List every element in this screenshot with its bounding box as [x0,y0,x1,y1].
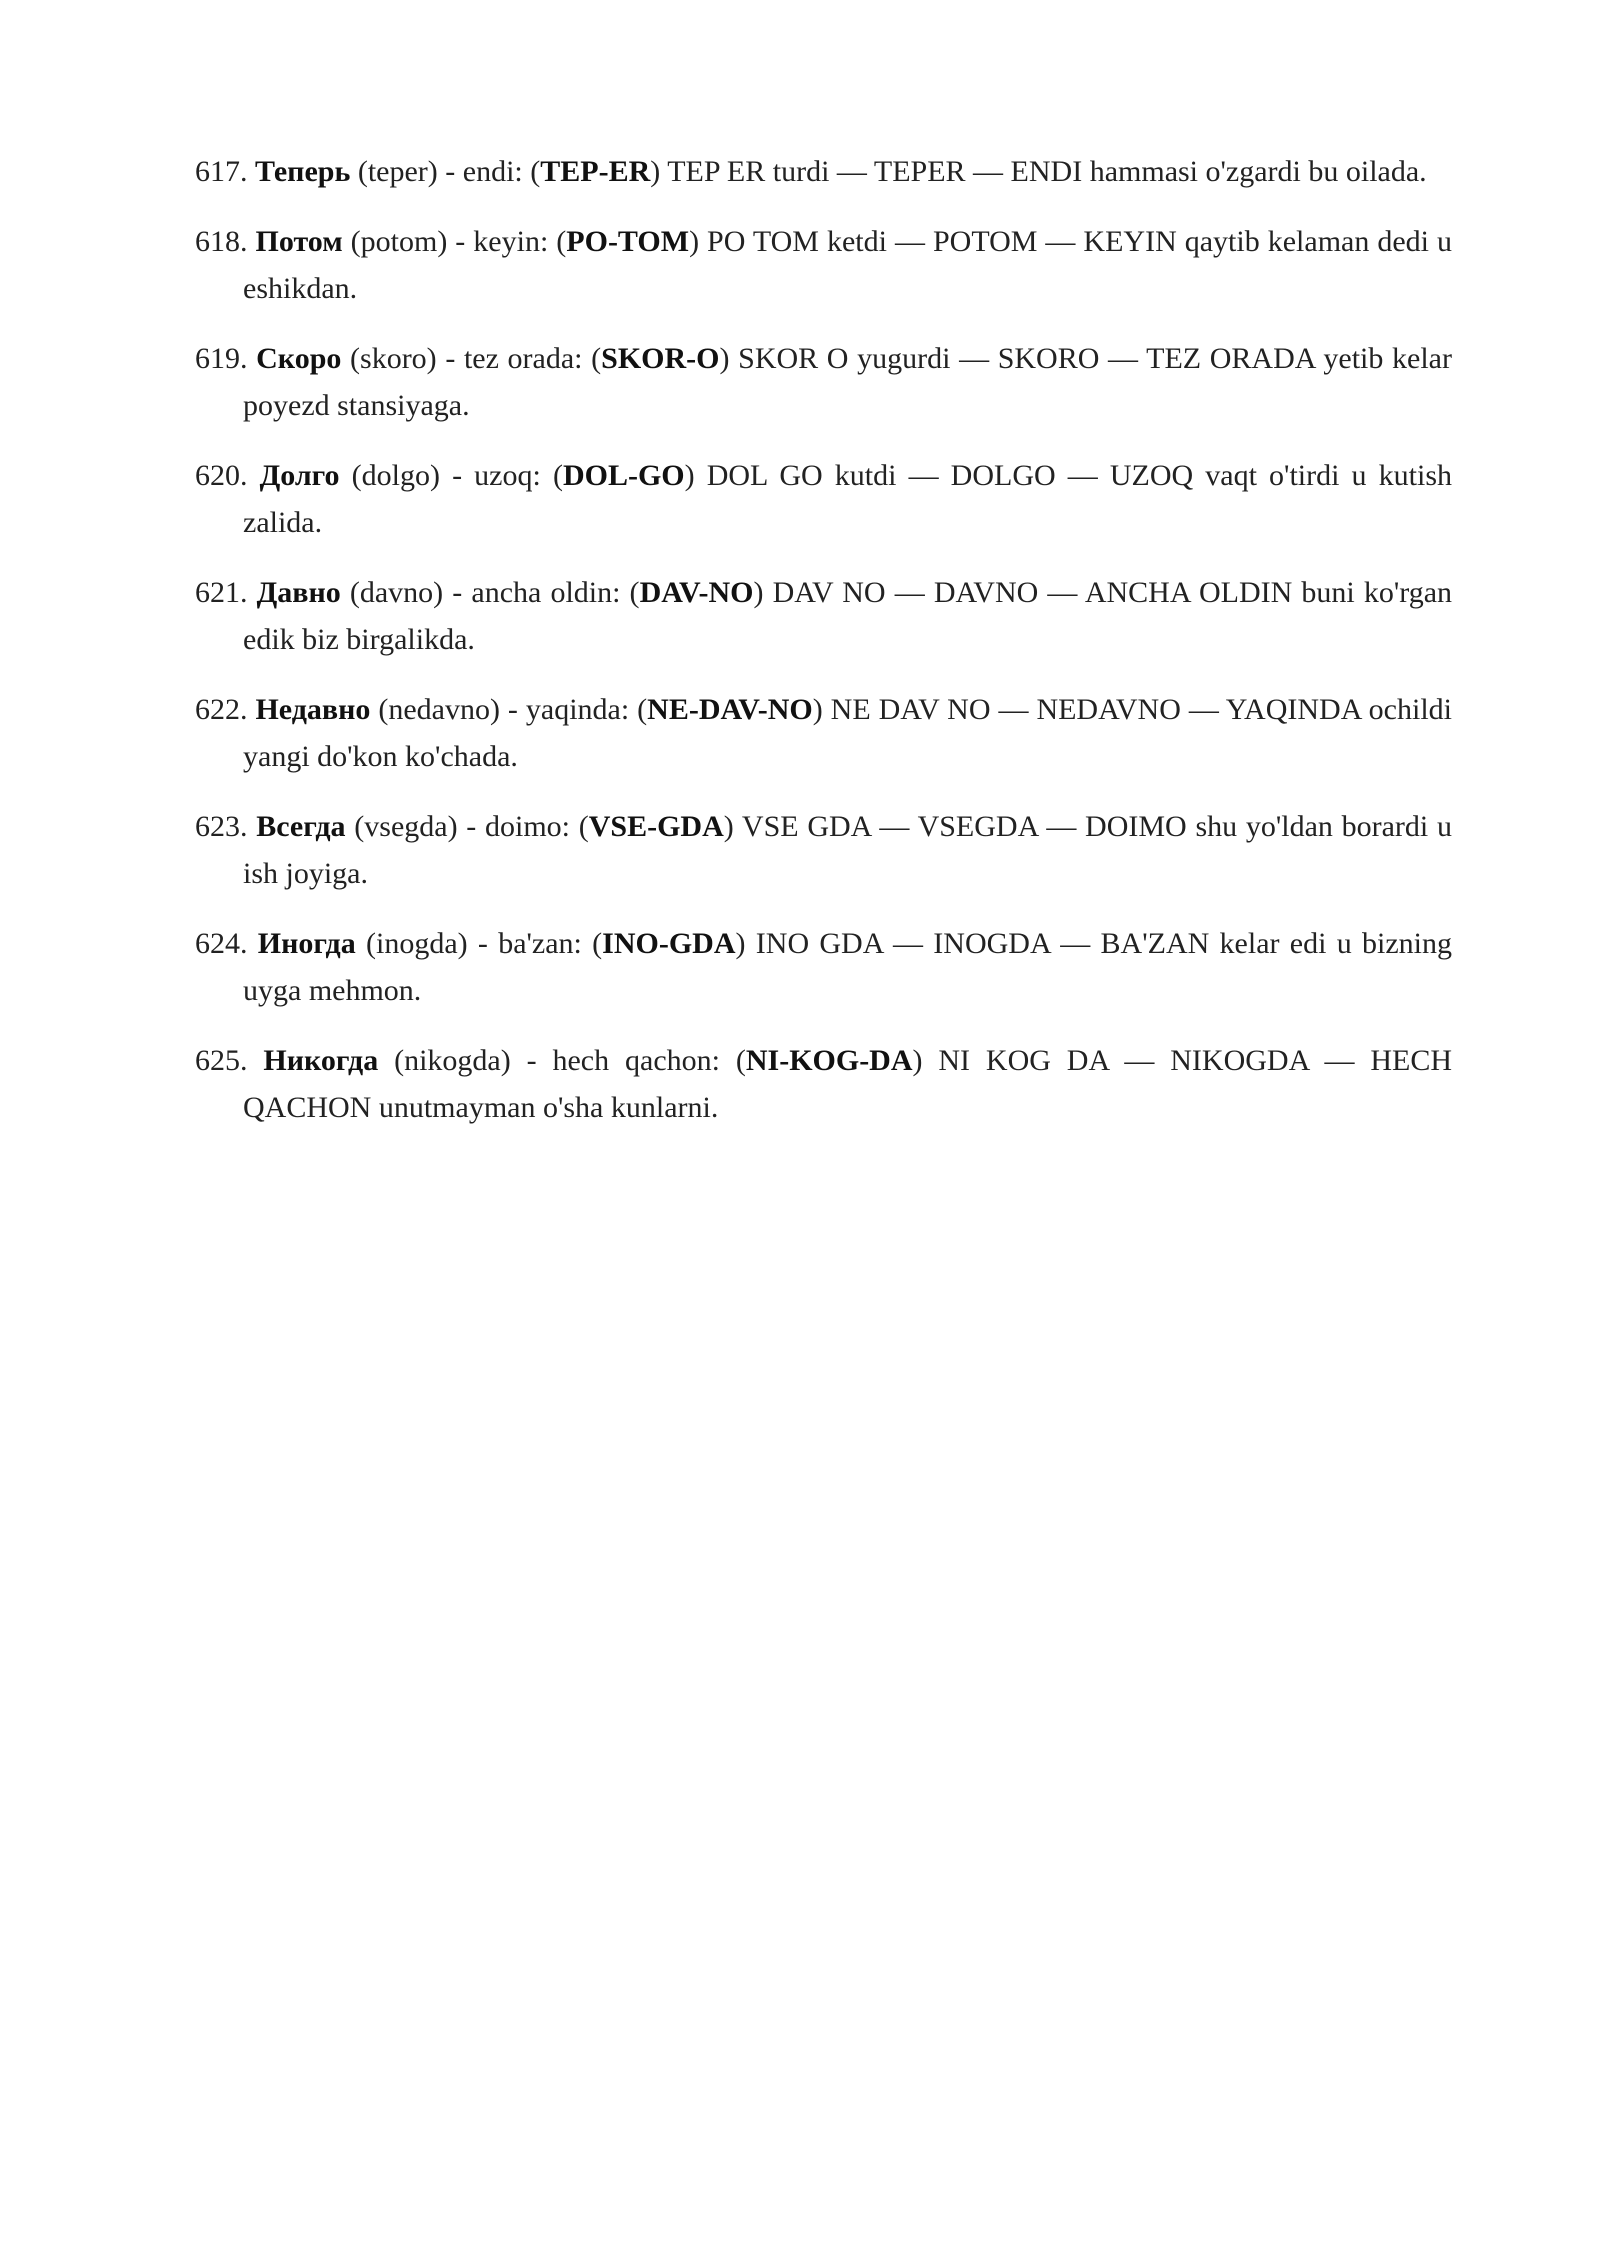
entry-word: Скоро [256,342,342,375]
entry-example: ) DAV NO — DAVNO — ANCHA OLDIN buni ko'rgan edik biz birgalikda. [243,576,1453,656]
entry-word: Теперь [255,155,351,188]
entry-transliteration: (skoro) - tez orada: ( [341,342,602,375]
entry-syllables: NE-DAV-NO [647,693,813,726]
entry-word: Потом [255,225,343,258]
entry-number: 624. [195,927,248,960]
entry-example: ) NI KOG DA — NIKOGDA — HECH QACHON unutmayman o'sha kunlarni. [243,1044,1453,1124]
vocabulary-entry [195,218,1452,312]
entry-syllables: PO-TOM [566,225,690,258]
entry-transliteration: (inogda) - ba'zan: ( [355,927,603,960]
entry-example: ) INO GDA — INOGDA — BA'ZAN kelar edi u bizning uyga mehmon. [243,927,1452,1007]
entry-syllables: DOL-GO [562,459,685,492]
vocabulary-entry [195,803,1452,897]
entry-syllables: SKOR-O [601,342,720,375]
entry-word: Недавно [255,693,371,726]
entry-word: Никогда [263,1044,379,1077]
entry-word: Иногда [257,927,356,960]
entry-number: 625. [195,1044,248,1077]
vocabulary-entry [195,1037,1452,1131]
entry-word: Всегда [256,810,346,843]
entry-syllables: VSE-GDA [588,810,724,843]
entry-number: 622. [195,693,248,726]
entry-number: 617. [195,155,248,188]
entry-word: Давно [256,576,341,609]
vocabulary-entry [195,452,1452,546]
entry-number: 623. [195,810,248,843]
entry-syllables: DAV-NO [639,576,754,609]
entry-transliteration: (vsegda) - doimo: ( [345,810,589,843]
entry-transliteration: (nedavno) - yaqinda: ( [370,693,648,726]
vocabulary-entry [195,686,1452,780]
entry-number: 621. [195,576,248,609]
entry-transliteration: (dolgo) - uzoq: ( [339,459,563,492]
entry-example: ) VSE GDA — VSEGDA — DOIMO shu yo'ldan borardi u ish joyiga. [243,810,1452,890]
entry-transliteration: (teper) - endi: ( [350,155,541,188]
entry-example: ) DOL GO kutdi — DOLGO — UZOQ vaqt o'tirdi u kutish zalida. [243,459,1453,539]
entry-word: Долго [259,459,340,492]
vocabulary-entry [195,569,1452,663]
entry-number: 619. [195,342,248,375]
entry-number: 618. [195,225,248,258]
entry-transliteration: (potom) - keyin: ( [342,225,567,258]
entry-syllables: INO-GDA [602,927,736,960]
entry-example: ) NE DAV NO — NEDAVNO — YAQINDA ochildi yangi do'kon ko'chada. [243,693,1452,773]
entry-syllables: NI-KOG-DA [745,1044,913,1077]
vocabulary-list [195,148,1452,1154]
vocabulary-entry [195,920,1452,1014]
entry-example: ) TEP ER turdi — TEPER — ENDI hammasi o'zgardi bu oilada. [650,155,1427,188]
entry-example: ) PO TOM ketdi — POTOM — KEYIN qaytib kelaman dedi u eshikdan. [243,225,1452,305]
entry-transliteration: (davno) - ancha oldin: ( [340,576,640,609]
entry-transliteration: (nikogda) - hech qachon: ( [378,1044,746,1077]
entry-example: ) SKOR O yugurdi — SKORO — TEZ ORADA yetib kelar poyezd stansiyaga. [243,342,1452,422]
vocabulary-entry [195,335,1452,429]
entry-syllables: TEP-ER [540,155,651,188]
entry-number: 620. [195,459,248,492]
vocabulary-entry [195,148,1452,195]
